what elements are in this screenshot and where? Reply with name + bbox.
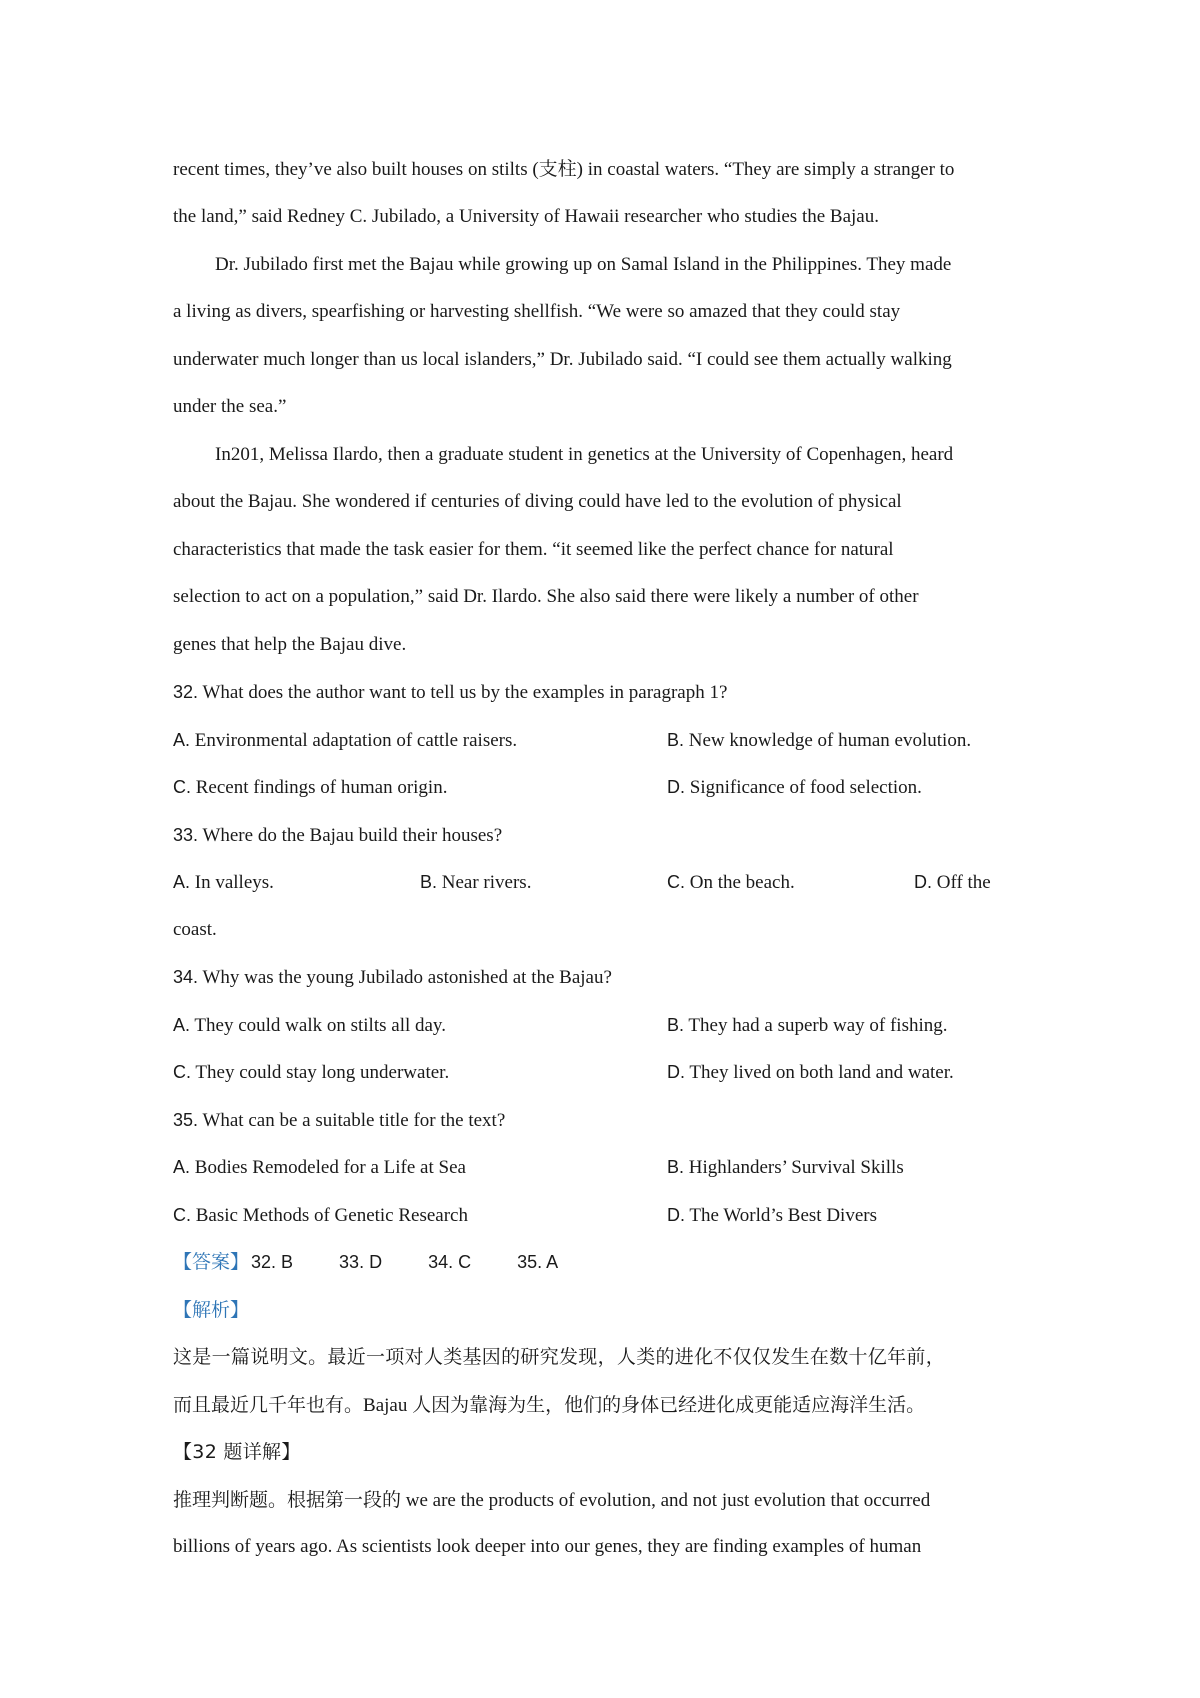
option-35-b[interactable]	[667, 1154, 904, 1181]
option-letter: C.	[667, 872, 685, 892]
detail-text: 推理判断题。根据第一段的	[173, 1489, 402, 1511]
option-letter: B.	[420, 872, 438, 892]
option-35-a[interactable]	[173, 1154, 466, 1181]
option-letter: A.	[173, 872, 191, 892]
option-34-a[interactable]	[173, 1012, 446, 1039]
question-number: 35.	[173, 1110, 199, 1130]
answer-34: 34. C	[428, 1252, 472, 1272]
option-text: New knowledge of human evolution.	[684, 730, 972, 751]
question-number: 33.	[173, 825, 199, 845]
detail-32-line: billions of years ago. As scientists look deeper into our genes, they are finding examples of human	[173, 1536, 922, 1557]
option-text: Recent findings of human origin.	[191, 777, 448, 798]
option-letter: A.	[173, 730, 191, 750]
answer-32: 32. B	[251, 1252, 294, 1272]
question-35	[173, 1107, 505, 1134]
passage-line: underwater much longer than us local islanders,” Dr. Jubilado said. “I could see them actually walking	[173, 349, 952, 370]
answer-33: 33. D	[339, 1252, 383, 1272]
passage-line: selection to act on a population,” said Dr. Ilardo. She also said there were likely a number of other	[173, 586, 919, 607]
option-letter: D.	[914, 872, 932, 892]
passage-line: about the Bajau. She wondered if centuries of diving could have led to the evolution of physical	[173, 491, 902, 512]
passage-line: genes that help the Bajau dive.	[173, 634, 407, 655]
option-letter: B.	[667, 1015, 685, 1035]
question-text: What can be a suitable title for the text?	[198, 1110, 506, 1131]
option-33-a[interactable]	[173, 869, 274, 896]
question-text: Where do the Bajau build their houses?	[198, 825, 503, 846]
option-32-b[interactable]	[667, 727, 971, 754]
option-letter: C.	[173, 777, 191, 797]
analysis-label: 【解析】	[173, 1299, 250, 1321]
option-text: Near rivers.	[437, 872, 532, 893]
option-letter: B.	[667, 1157, 685, 1177]
option-34-b[interactable]	[667, 1012, 948, 1039]
question-number: 32.	[173, 682, 199, 702]
passage-line: characteristics that made the task easier for them. “it seemed like the perfect chance for natural	[173, 539, 894, 560]
option-letter: C.	[173, 1062, 191, 1082]
analysis-text: 人因为靠海为生，他们的身体已经进化成更能适应海洋生活。	[412, 1394, 926, 1416]
option-text: Significance of food selection.	[685, 777, 922, 798]
option-letter: D.	[667, 1062, 685, 1082]
option-32-d[interactable]	[667, 774, 922, 801]
option-text: The World’s Best Divers	[685, 1205, 877, 1226]
option-text: They had a superb way of fishing.	[684, 1015, 948, 1036]
passage-line: under the sea.”	[173, 396, 287, 417]
option-letter: A.	[173, 1015, 191, 1035]
option-32-c[interactable]	[173, 774, 447, 801]
option-text: They could stay long underwater.	[191, 1062, 450, 1083]
analysis-text: Bajau	[363, 1395, 413, 1416]
detail-32-line	[173, 1487, 930, 1514]
detail-32-label: 【32 题详解】	[173, 1441, 301, 1463]
answer-35: 35. A	[517, 1252, 559, 1272]
option-letter: A.	[173, 1157, 191, 1177]
option-32-a[interactable]	[173, 727, 517, 754]
option-34-d[interactable]	[667, 1059, 954, 1086]
question-33	[173, 822, 502, 849]
passage-line: Dr. Jubilado first met the Bajau while growing up on Samal Island in the Philippines. They made	[215, 254, 952, 275]
passage-line: a living as divers, spearfishing or harvesting shellfish. “We were so amazed that they could stay	[173, 301, 901, 322]
option-33-c[interactable]	[667, 869, 795, 896]
analysis-line: 这是一篇说明文。最近一项对人类基因的研究发现，人类的进化不仅仅发生在数十亿年前，	[173, 1346, 946, 1368]
option-text: Environmental adaptation of cattle raisers.	[190, 730, 518, 751]
option-letter: B.	[667, 730, 685, 750]
option-text: Bodies Remodeled for a Life at Sea	[190, 1157, 466, 1178]
detail-text: we are the products of evolution, and not just evolution that occurred	[401, 1490, 931, 1511]
option-letter: D.	[667, 1205, 685, 1225]
option-34-c[interactable]	[173, 1059, 449, 1086]
answer-label: 【答案】	[173, 1251, 250, 1273]
passage-line: recent times, they’ve also built houses on stilts (支柱) in coastal waters. “They are simply a stranger to	[173, 159, 955, 180]
option-text: They lived on both land and water.	[685, 1062, 954, 1083]
option-33-d[interactable]	[914, 869, 991, 896]
option-35-d[interactable]	[667, 1202, 877, 1229]
option-text: Basic Methods of Genetic Research	[191, 1205, 468, 1226]
option-text: On the beach.	[685, 872, 795, 893]
analysis-line	[173, 1392, 925, 1419]
option-text: Highlanders’ Survival Skills	[684, 1157, 904, 1178]
option-letter: C.	[173, 1205, 191, 1225]
option-35-c[interactable]	[173, 1202, 468, 1229]
option-text: They could walk on stilts all day.	[190, 1015, 446, 1036]
analysis-text: 而且最近几千年也有。	[173, 1394, 364, 1416]
passage-line: the land,” said Redney C. Jubilado, a University of Hawaii researcher who studies the Bajau.	[173, 206, 879, 227]
question-text: Why was the young Jubilado astonished at the Bajau?	[198, 967, 612, 988]
question-number: 34.	[173, 967, 199, 987]
option-text: In valleys.	[190, 872, 274, 893]
option-33-d-wrap: coast.	[173, 919, 217, 940]
answer-key	[173, 1249, 558, 1276]
question-32	[173, 679, 727, 706]
option-text: Off the	[932, 872, 991, 893]
option-33-b[interactable]	[420, 869, 531, 896]
question-34	[173, 964, 612, 991]
passage-line: In201, Melissa Ilardo, then a graduate student in genetics at the University of Copenhagen, heard	[215, 444, 954, 465]
option-letter: D.	[667, 777, 685, 797]
question-text: What does the author want to tell us by the examples in paragraph 1?	[198, 682, 728, 703]
